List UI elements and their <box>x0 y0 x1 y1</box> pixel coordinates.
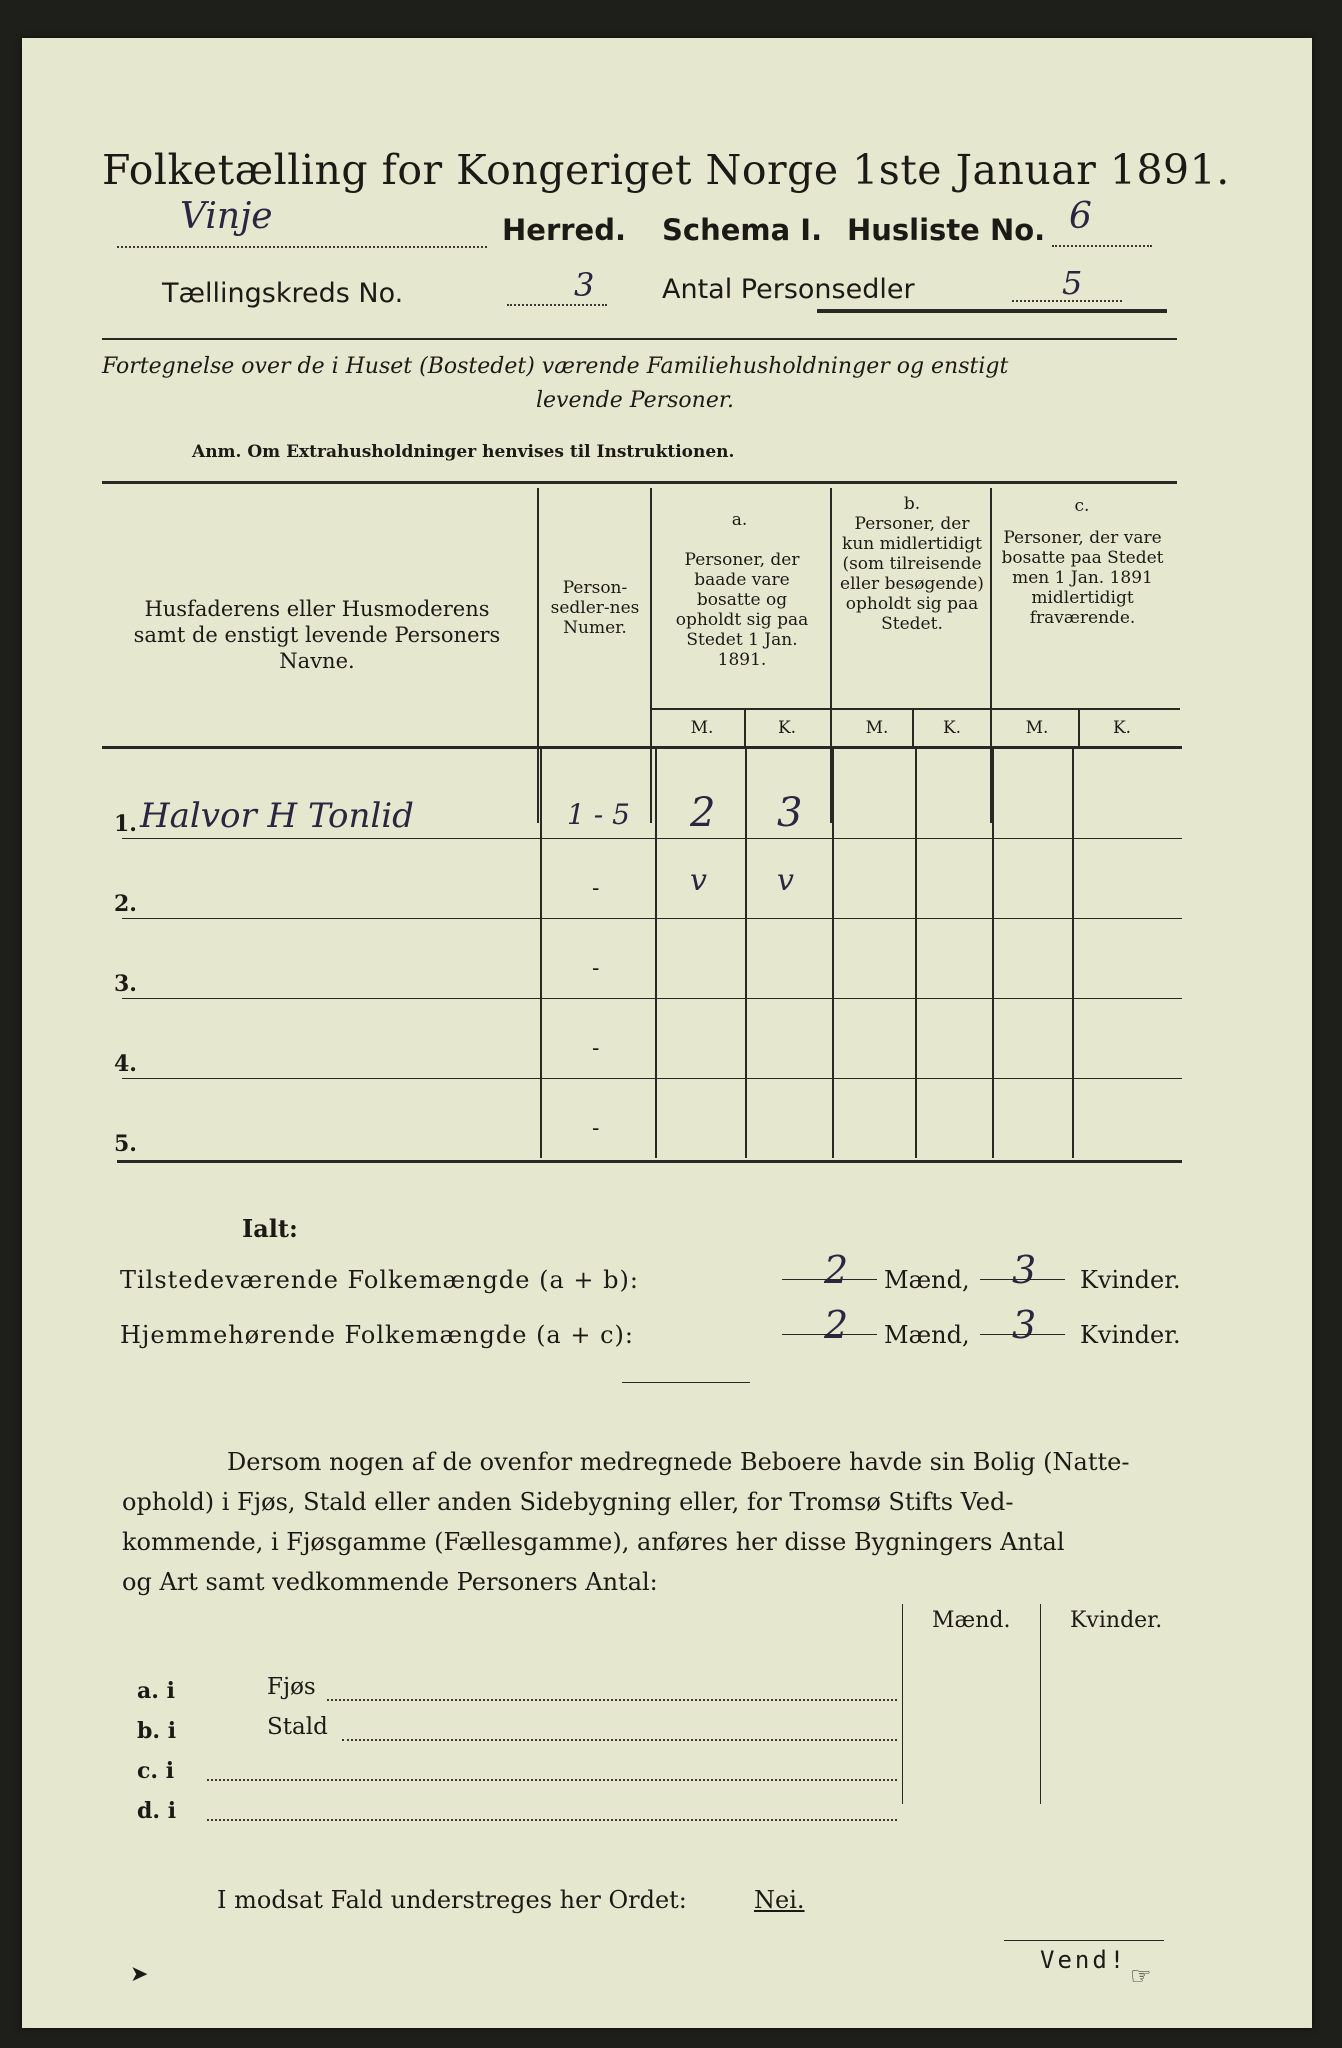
col-c-letter: c. <box>1074 496 1090 516</box>
col-sep-1 <box>537 488 539 823</box>
finger-mark-icon: ☞ <box>1130 1962 1152 1990</box>
intro-line1: Fortegnelse over de i Huset (Bostedet) værende Familiehusholdninger og enstigt <box>102 354 1009 379</box>
body-sep-4 <box>832 748 834 1158</box>
finger-mark-icon: ➤ <box>130 1962 149 1987</box>
bolig-item-letter: d. i <box>137 1798 177 1824</box>
body-sep-2 <box>655 748 657 1158</box>
bolig-para-1: Dersom nogen af de ovenfor medregnede Beboere havde sin Bolig (Natte- <box>227 1448 1130 1476</box>
mk-sep-b <box>912 710 914 746</box>
tilstede-maend-line <box>782 1279 877 1280</box>
col-a-letter: a. <box>731 510 748 530</box>
husliste-number: 6 <box>1069 196 1092 237</box>
anm-note: Anm. Om Extrahusholdninger henvises til Instruktionen. <box>192 442 735 462</box>
b-m-header: M. <box>865 718 889 738</box>
tilstede-label: Tilstedeværende Folkemængde (a + b): <box>120 1266 639 1294</box>
col-c-header: Personer, der vare bosatte paa Stedet men 1 Jan. 1891 midlertidigt fraværende. <box>1001 528 1164 628</box>
row-rule-4 <box>122 1078 1182 1079</box>
row-numer: - <box>592 1116 600 1141</box>
personsedler-dots <box>1012 300 1122 302</box>
body-sep-7 <box>1072 748 1074 1158</box>
a-m-header: M. <box>690 718 714 738</box>
kreds-label: Tællingskreds No. <box>162 278 404 309</box>
col-a-header: Personer, der baade vare bosatte og opholdt sig paa Stedet 1 Jan. 1891. <box>675 550 809 670</box>
row-a-k: 3 <box>777 790 803 836</box>
vend-text: Vend! <box>1040 1946 1128 1974</box>
kreds-dots <box>507 304 607 306</box>
form-title: Folketælling for Kongeriget Norge 1ste Januar 1891. <box>102 146 1230 194</box>
col-b-letter: b. <box>903 494 921 514</box>
personsedler-number: 5 <box>1062 264 1083 302</box>
hjemme-kvinder-word: Kvinder. <box>1080 1321 1181 1349</box>
bolig-item-letter: a. i <box>137 1678 175 1704</box>
intro-line2: levende Personer. <box>536 388 734 413</box>
row-rule-1 <box>122 838 1182 839</box>
bolig-item-dots <box>207 1779 897 1781</box>
table-head-bottom-rule <box>102 746 1182 749</box>
bolig-item-dots <box>327 1699 897 1701</box>
row-a-m: v <box>690 863 707 898</box>
kreds-number: 3 <box>574 266 595 304</box>
row-rule-3 <box>122 998 1182 999</box>
c-k-header: K. <box>1112 718 1132 738</box>
col-sep-2 <box>650 488 652 823</box>
herred-label: Herred. <box>502 213 626 247</box>
row-numer: - <box>592 1036 600 1061</box>
bolig-para-2: ophold) i Fjøs, Stald eller anden Sidebygning eller, for Tromsø Stifts Ved- <box>122 1488 1014 1516</box>
a-k-header: K. <box>777 718 797 738</box>
row-numer: - <box>592 956 600 981</box>
row-a-k: v <box>777 863 794 898</box>
row-number: 1. <box>114 811 137 837</box>
row-numer: 1 - 5 <box>567 798 630 831</box>
row-name: Halvor H Tonlid <box>140 796 414 836</box>
mk-top-rule <box>650 708 1180 710</box>
bolig-item-letter: b. i <box>137 1718 177 1744</box>
mk-sep-a <box>744 710 746 746</box>
bolig-item-label: Fjøs <box>267 1674 316 1700</box>
bolig-para-4: og Art samt vedkommende Personers Antal: <box>122 1568 658 1596</box>
census-form-page <box>22 38 1312 2028</box>
bolig-item-dots <box>207 1819 897 1821</box>
row-a-m: 2 <box>690 790 716 836</box>
hjemme-maend: 2 <box>824 1303 849 1347</box>
hjemme-kvinder-line <box>980 1334 1065 1335</box>
husliste-label: Husliste No. <box>847 213 1046 247</box>
tilstede-maend-word: Mænd, <box>884 1266 970 1294</box>
col-numer-header: Person-sedler-nes Numer. <box>550 578 640 638</box>
hjemme-kvinder: 3 <box>1012 1303 1037 1347</box>
bolig-sep-1 <box>902 1604 903 1804</box>
c-m-header: M. <box>1025 718 1049 738</box>
mk-sep-c <box>1078 710 1080 746</box>
nei-word: Nei. <box>754 1886 805 1914</box>
schema-label: Schema I. <box>662 213 823 247</box>
body-sep-3 <box>745 748 747 1158</box>
bolig-maend-head: Mænd. <box>932 1608 1011 1633</box>
hjemme-label: Hjemmehørende Folkemængde (a + c): <box>120 1321 634 1349</box>
vend-rule <box>1004 1940 1164 1941</box>
herred-dots <box>117 246 487 248</box>
header-rule-thick <box>817 309 1167 313</box>
bolig-kvinder-head: Kvinder. <box>1070 1608 1163 1633</box>
section-divider <box>622 1382 750 1383</box>
row-number: 3. <box>114 971 137 997</box>
bolig-item-label: Stald <box>267 1714 328 1740</box>
col-names-header: Husfaderens eller Husmoderens samt de enstigt levende Personers Navne. <box>133 597 501 673</box>
hjemme-maend-line <box>782 1334 877 1335</box>
tilstede-kvinder-word: Kvinder. <box>1080 1266 1181 1294</box>
husliste-dots <box>1052 245 1152 247</box>
personsedler-label: Antal Personsedler <box>662 274 915 305</box>
modsat-text: I modsat Fald understreges her Ordet: <box>217 1886 687 1914</box>
table-top-rule <box>102 481 1177 484</box>
table-bottom-rule <box>117 1160 1182 1163</box>
row-rule-2 <box>122 918 1182 919</box>
b-k-header: K. <box>942 718 962 738</box>
tilstede-kvinder: 3 <box>1012 1248 1037 1292</box>
bolig-item-letter: c. i <box>137 1758 175 1784</box>
row-number: 5. <box>114 1131 137 1157</box>
bolig-sep-2 <box>1040 1604 1041 1804</box>
body-sep-6 <box>992 748 994 1158</box>
bolig-para-3: kommende, i Fjøsgamme (Fællesgamme), anføres her disse Bygningers Antal <box>122 1528 1065 1556</box>
hjemme-maend-word: Mænd, <box>884 1321 970 1349</box>
header-rule <box>102 338 1177 340</box>
body-sep-1 <box>540 748 542 1158</box>
bolig-item-dots <box>342 1739 897 1741</box>
herred-name: Vinje <box>180 196 273 237</box>
tilstede-maend: 2 <box>824 1248 849 1292</box>
body-sep-5 <box>915 748 917 1158</box>
tilstede-kvinder-line <box>980 1279 1065 1280</box>
row-number: 4. <box>114 1051 137 1077</box>
col-b-header: Personer, der kun midlertidigt (som tilreisende eller besøgende) opholdt sig paa Stedet. <box>840 514 984 634</box>
row-number: 2. <box>114 891 137 917</box>
ialt-label: Ialt: <box>242 1214 298 1243</box>
row-numer: - <box>592 876 600 901</box>
